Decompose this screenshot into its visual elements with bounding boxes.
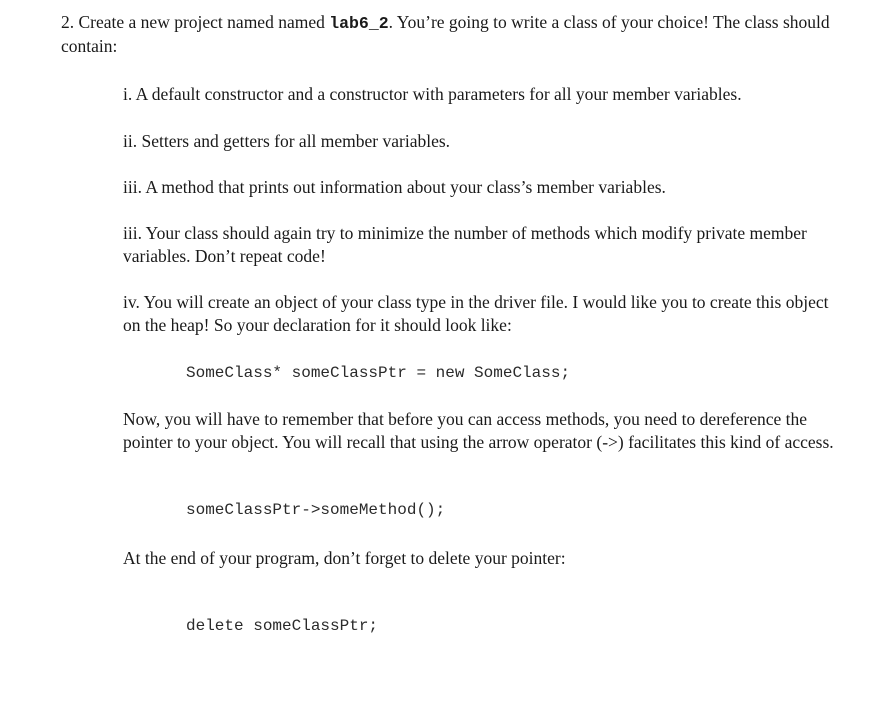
requirement-minimize-methods: iii. Your class should again try to minimize the number of methods which modify private member variables. Don’t repeat code!	[123, 223, 807, 266]
code-method-call: someClassPtr->someMethod();	[186, 501, 446, 519]
requirement-print-method: iii. A method that prints out information about your class’s member variables.	[123, 177, 666, 197]
code-delete: delete someClassPtr;	[186, 617, 379, 635]
intro-suffix: . You’re going to write a class of your choice! The class should contain:	[61, 12, 830, 56]
project-name: lab6_2	[329, 14, 389, 33]
dereference-paragraph: Now, you will have to remember that before you can access methods, you need to dereference the pointer to your object. You will recall that using the arrow operator (->) facilitates this kind of access.	[123, 409, 834, 452]
task-intro	[61, 11, 841, 58]
requirement-constructors: i. A default constructor and a constructor with parameters for all your member variables.	[123, 84, 742, 104]
intro-prefix: 2. Create a new project named named	[61, 12, 330, 32]
delete-paragraph: At the end of your program, don’t forget to delete your pointer:	[123, 548, 566, 568]
code-declaration: SomeClass* someClassPtr = new SomeClass;	[186, 364, 571, 382]
requirement-setters-getters: ii. Setters and getters for all member variables.	[123, 131, 451, 151]
requirement-heap-object: iv. You will create an object of your class type in the driver file. I would like you to create this object on the heap! So your declaration for it should look like:	[123, 292, 829, 335]
